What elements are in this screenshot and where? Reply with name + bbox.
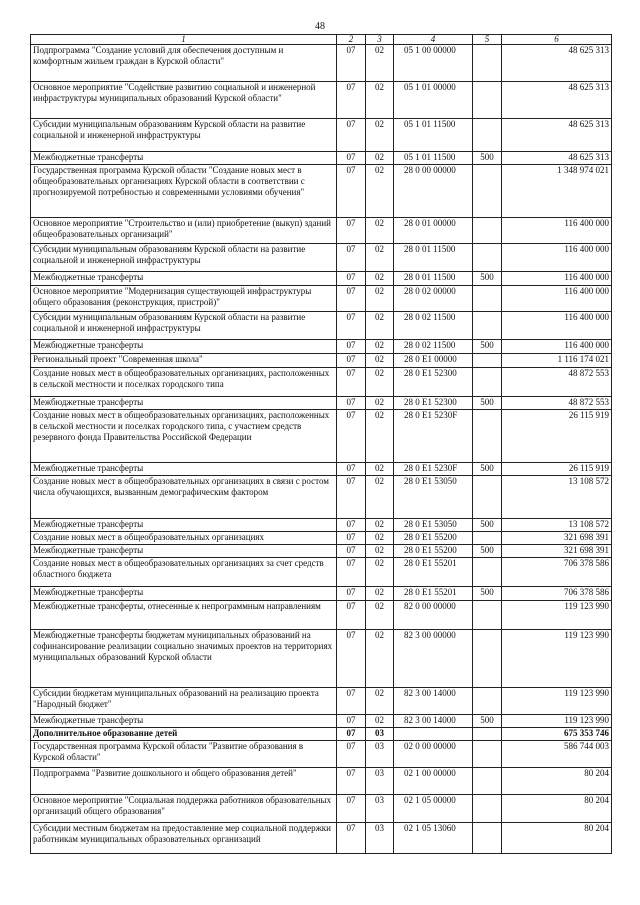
- expense-type-cell: 500: [473, 545, 502, 558]
- row-name-cell: Субсидии бюджетам муниципальных образований на реализацию проекта "Народный бюджет": [31, 688, 337, 715]
- table-row: [31, 476, 612, 519]
- table-row: [31, 152, 612, 165]
- table-row: [31, 587, 612, 601]
- row-name-cell: Государственная программа Курской области "Создание новых мест в общеобразовательных организациях Курской области в соответствии с прогнозируемой потребностью и современными условиями обучения": [31, 165, 337, 218]
- target-article-cell: 02 1 05 00000: [394, 795, 473, 823]
- target-article-cell: [394, 728, 473, 741]
- table-row: [31, 741, 612, 768]
- column-number: 5: [473, 35, 502, 45]
- section-code-cell: 07: [337, 795, 366, 823]
- subsection-code-cell: 02: [366, 476, 394, 519]
- section-code-cell: 07: [337, 286, 366, 312]
- target-article-cell: 28 0 E1 53050: [394, 476, 473, 519]
- amount-cell: 48 872 553: [502, 397, 612, 410]
- row-name-cell: Создание новых мест в общеобразовательных организациях в связи с ростом числа обучающихся, вызванным демографическим фактором: [31, 476, 337, 519]
- section-code-cell: 07: [337, 244, 366, 272]
- section-code-cell: 07: [337, 368, 366, 397]
- amount-cell: 706 378 586: [502, 587, 612, 601]
- amount-cell: 116 400 000: [502, 244, 612, 272]
- amount-cell: 675 353 746: [502, 728, 612, 741]
- table-row: [31, 82, 612, 119]
- table-row: [31, 312, 612, 340]
- row-name-cell: Межбюджетные трансферты: [31, 587, 337, 601]
- row-name-cell: Региональный проект "Современная школа": [31, 354, 337, 368]
- section-code-cell: 07: [337, 397, 366, 410]
- amount-cell: 80 204: [502, 768, 612, 795]
- subsection-code-cell: 02: [366, 286, 394, 312]
- budget-table: [30, 34, 612, 854]
- expense-type-cell: [473, 823, 502, 854]
- amount-cell: 321 698 391: [502, 532, 612, 545]
- subsection-code-cell: 02: [366, 601, 394, 630]
- amount-cell: 321 698 391: [502, 545, 612, 558]
- target-article-cell: 28 0 E1 5230F: [394, 410, 473, 463]
- subsection-code-cell: 03: [366, 741, 394, 768]
- row-name-cell: Основное мероприятие "Модернизация существующей инфраструктуры общего образования (реконструкция, пристрой)": [31, 286, 337, 312]
- expense-type-cell: [473, 728, 502, 741]
- expense-type-cell: [473, 795, 502, 823]
- subsection-code-cell: 02: [366, 545, 394, 558]
- row-name-cell: Межбюджетные трансферты, отнесенные к непрограммным направлениям: [31, 601, 337, 630]
- subsection-code-cell: 02: [366, 244, 394, 272]
- amount-cell: 48 625 313: [502, 119, 612, 152]
- amount-cell: 119 123 990: [502, 688, 612, 715]
- row-name-cell: Основное мероприятие "Строительство и (или) приобретение (выкуп) зданий общеобразовательных организаций": [31, 218, 337, 244]
- amount-cell: 48 625 313: [502, 45, 612, 82]
- amount-cell: 586 744 003: [502, 741, 612, 768]
- amount-cell: 80 204: [502, 795, 612, 823]
- table-row: [31, 272, 612, 286]
- expense-type-cell: [473, 476, 502, 519]
- target-article-cell: 02 1 05 13060: [394, 823, 473, 854]
- target-article-cell: 82 0 00 00000: [394, 601, 473, 630]
- table-row: [31, 688, 612, 715]
- expense-type-cell: [473, 165, 502, 218]
- section-code-cell: 07: [337, 476, 366, 519]
- section-code-cell: 07: [337, 823, 366, 854]
- row-name-cell: Межбюджетные трансферты: [31, 397, 337, 410]
- subsection-code-cell: 02: [366, 45, 394, 82]
- target-article-cell: 28 0 01 11500: [394, 272, 473, 286]
- row-name-cell: Межбюджетные трансферты: [31, 545, 337, 558]
- amount-cell: 48 625 313: [502, 82, 612, 119]
- row-name-cell: Субсидии муниципальным образованиям Курской области на развитие социальной и инженерной инфраструктуры: [31, 244, 337, 272]
- row-name-cell: Создание новых мест в общеобразовательных организациях: [31, 532, 337, 545]
- expense-type-cell: [473, 601, 502, 630]
- amount-cell: 119 123 990: [502, 715, 612, 728]
- subsection-code-cell: 02: [366, 340, 394, 354]
- section-code-cell: 07: [337, 152, 366, 165]
- target-article-cell: 82 3 00 00000: [394, 630, 473, 688]
- amount-cell: 48 625 313: [502, 152, 612, 165]
- row-name-cell: Основное мероприятие "Социальная поддержка работников образовательных организаций общего образования": [31, 795, 337, 823]
- table-row: [31, 244, 612, 272]
- subsection-code-cell: 02: [366, 715, 394, 728]
- row-name-cell: Межбюджетные трансферты бюджетам муниципальных образований на софинансирование реализации социально значимых проектов на территориях муниципальных образований Курской области: [31, 630, 337, 688]
- expense-type-cell: 500: [473, 152, 502, 165]
- section-code-cell: 07: [337, 354, 366, 368]
- table-row: [31, 558, 612, 587]
- subsection-code-cell: 02: [366, 218, 394, 244]
- row-name-cell: Создание новых мест в общеобразовательных организациях за счет средств областного бюджета: [31, 558, 337, 587]
- expense-type-cell: [473, 218, 502, 244]
- subsection-code-cell: 02: [366, 354, 394, 368]
- row-name-cell: Субсидии муниципальным образованиям Курской области на развитие социальной и инженерной инфраструктуры: [31, 312, 337, 340]
- target-article-cell: 28 0 02 11500: [394, 312, 473, 340]
- amount-cell: 1 348 974 021: [502, 165, 612, 218]
- row-name-cell: Подпрограмма "Создание условий для обеспечения доступным и комфортным жильем граждан в Курской области": [31, 45, 337, 82]
- table-row: [31, 45, 612, 82]
- page-number: 48: [315, 21, 325, 32]
- expense-type-cell: 500: [473, 340, 502, 354]
- subsection-code-cell: 02: [366, 119, 394, 152]
- section-code-cell: 07: [337, 741, 366, 768]
- target-article-cell: 05 1 00 00000: [394, 45, 473, 82]
- column-number: 6: [502, 35, 612, 45]
- row-name-cell: Межбюджетные трансферты: [31, 272, 337, 286]
- row-name-cell: Государственная программа Курской области "Развитие образования в Курской области": [31, 741, 337, 768]
- target-article-cell: 28 0 E1 55200: [394, 532, 473, 545]
- amount-cell: 116 400 000: [502, 286, 612, 312]
- target-article-cell: 28 0 E1 5230F: [394, 463, 473, 476]
- table-row: [31, 823, 612, 854]
- table-row: [31, 286, 612, 312]
- row-name-cell: Межбюджетные трансферты: [31, 463, 337, 476]
- amount-cell: 80 204: [502, 823, 612, 854]
- expense-type-cell: [473, 45, 502, 82]
- expense-type-cell: [473, 410, 502, 463]
- table-row: [31, 728, 612, 741]
- row-name-cell: Межбюджетные трансферты: [31, 519, 337, 532]
- target-article-cell: 28 0 02 11500: [394, 340, 473, 354]
- table-row: [31, 119, 612, 152]
- amount-cell: 26 115 919: [502, 410, 612, 463]
- amount-cell: 116 400 000: [502, 218, 612, 244]
- target-article-cell: 28 0 01 00000: [394, 218, 473, 244]
- target-article-cell: 28 0 02 00000: [394, 286, 473, 312]
- section-code-cell: 07: [337, 119, 366, 152]
- target-article-cell: 82 3 00 14000: [394, 688, 473, 715]
- column-number: 4: [394, 35, 473, 45]
- expense-type-cell: [473, 368, 502, 397]
- expense-type-cell: [473, 630, 502, 688]
- amount-cell: 119 123 990: [502, 601, 612, 630]
- subsection-code-cell: 02: [366, 152, 394, 165]
- row-name-cell: Субсидии муниципальным образованиям Курской области на развитие социальной и инженерной инфраструктуры: [31, 119, 337, 152]
- target-article-cell: 28 0 E1 52300: [394, 397, 473, 410]
- row-name-cell: Субсидии местным бюджетам на предоставление мер социальной поддержки работникам муниципальных образовательных организаций: [31, 823, 337, 854]
- expense-type-cell: 500: [473, 587, 502, 601]
- subsection-code-cell: 02: [366, 165, 394, 218]
- section-code-cell: 07: [337, 630, 366, 688]
- table-row: [31, 795, 612, 823]
- table-row: [31, 368, 612, 397]
- expense-type-cell: 500: [473, 272, 502, 286]
- table-row: [31, 715, 612, 728]
- row-name-cell: Подпрограмма "Развитие дошкольного и общего образования детей": [31, 768, 337, 795]
- expense-type-cell: [473, 741, 502, 768]
- section-code-cell: 07: [337, 532, 366, 545]
- subsection-code-cell: 02: [366, 688, 394, 715]
- section-code-cell: 07: [337, 410, 366, 463]
- target-article-cell: 28 0 E1 55200: [394, 545, 473, 558]
- table-row: [31, 545, 612, 558]
- subsection-code-cell: 02: [366, 272, 394, 286]
- subsection-code-cell: 02: [366, 410, 394, 463]
- target-article-cell: 02 0 00 00000: [394, 741, 473, 768]
- section-code-cell: 07: [337, 545, 366, 558]
- row-name-cell: Межбюджетные трансферты: [31, 152, 337, 165]
- amount-cell: 48 872 553: [502, 368, 612, 397]
- subsection-code-cell: 03: [366, 728, 394, 741]
- row-name-cell: Дополнительное образование детей: [31, 728, 337, 741]
- subsection-code-cell: 02: [366, 312, 394, 340]
- table-row: [31, 519, 612, 532]
- target-article-cell: 28 0 00 00000: [394, 165, 473, 218]
- amount-cell: 26 115 919: [502, 463, 612, 476]
- target-article-cell: 28 0 E1 53050: [394, 519, 473, 532]
- expense-type-cell: [473, 82, 502, 119]
- section-code-cell: 07: [337, 688, 366, 715]
- expense-type-cell: 500: [473, 463, 502, 476]
- table-row: [31, 218, 612, 244]
- section-code-cell: 07: [337, 558, 366, 587]
- table-row: [31, 463, 612, 476]
- table-row: [31, 397, 612, 410]
- expense-type-cell: 500: [473, 397, 502, 410]
- expense-type-cell: 500: [473, 715, 502, 728]
- subsection-code-cell: 03: [366, 823, 394, 854]
- section-code-cell: 07: [337, 728, 366, 741]
- section-code-cell: 07: [337, 715, 366, 728]
- expense-type-cell: [473, 244, 502, 272]
- section-code-cell: 07: [337, 768, 366, 795]
- expense-type-cell: [473, 688, 502, 715]
- expense-type-cell: [473, 312, 502, 340]
- subsection-code-cell: 03: [366, 795, 394, 823]
- section-code-cell: 07: [337, 587, 366, 601]
- target-article-cell: 05 1 01 11500: [394, 119, 473, 152]
- section-code-cell: 07: [337, 601, 366, 630]
- amount-cell: 119 123 990: [502, 630, 612, 688]
- section-code-cell: 07: [337, 45, 366, 82]
- row-name-cell: Межбюджетные трансферты: [31, 715, 337, 728]
- amount-cell: 13 108 572: [502, 476, 612, 519]
- amount-cell: 1 116 174 021: [502, 354, 612, 368]
- target-article-cell: 02 1 00 00000: [394, 768, 473, 795]
- subsection-code-cell: 02: [366, 463, 394, 476]
- column-number-row: [31, 35, 612, 45]
- expense-type-cell: [473, 532, 502, 545]
- amount-cell: 116 400 000: [502, 272, 612, 286]
- section-code-cell: 07: [337, 272, 366, 286]
- column-number: 2: [337, 35, 366, 45]
- subsection-code-cell: 02: [366, 368, 394, 397]
- target-article-cell: 05 1 01 11500: [394, 152, 473, 165]
- target-article-cell: 28 0 E1 55201: [394, 587, 473, 601]
- subsection-code-cell: 03: [366, 768, 394, 795]
- subsection-code-cell: 02: [366, 82, 394, 119]
- table-row: [31, 601, 612, 630]
- subsection-code-cell: 02: [366, 397, 394, 410]
- amount-cell: 13 108 572: [502, 519, 612, 532]
- subsection-code-cell: 02: [366, 587, 394, 601]
- expense-type-cell: 500: [473, 519, 502, 532]
- column-number: 3: [366, 35, 394, 45]
- target-article-cell: 28 0 E1 55201: [394, 558, 473, 587]
- amount-cell: 116 400 000: [502, 340, 612, 354]
- column-number: 1: [31, 35, 337, 45]
- target-article-cell: 82 3 00 14000: [394, 715, 473, 728]
- table-row: [31, 354, 612, 368]
- row-name-cell: Создание новых мест в общеобразовательных организациях, расположенных в сельской местности и поселках городского типа, с участием средств резервного фонда Правительства Российской Федерации: [31, 410, 337, 463]
- expense-type-cell: [473, 286, 502, 312]
- section-code-cell: 07: [337, 218, 366, 244]
- table-row: [31, 165, 612, 218]
- table-row: [31, 532, 612, 545]
- row-name-cell: Межбюджетные трансферты: [31, 340, 337, 354]
- target-article-cell: 28 0 01 11500: [394, 244, 473, 272]
- subsection-code-cell: 02: [366, 519, 394, 532]
- section-code-cell: 07: [337, 165, 366, 218]
- amount-cell: 116 400 000: [502, 312, 612, 340]
- row-name-cell: Создание новых мест в общеобразовательных организациях, расположенных в сельской местности и поселках городского типа: [31, 368, 337, 397]
- table-row: [31, 410, 612, 463]
- subsection-code-cell: 02: [366, 558, 394, 587]
- target-article-cell: 05 1 01 00000: [394, 82, 473, 119]
- expense-type-cell: [473, 768, 502, 795]
- section-code-cell: 07: [337, 82, 366, 119]
- section-code-cell: 07: [337, 312, 366, 340]
- table-row: [31, 340, 612, 354]
- table-row: [31, 768, 612, 795]
- row-name-cell: Основное мероприятие "Содействие развитию социальной и инженерной инфраструктуры муниципальных образований Курской области": [31, 82, 337, 119]
- target-article-cell: 28 0 E1 00000: [394, 354, 473, 368]
- subsection-code-cell: 02: [366, 532, 394, 545]
- target-article-cell: 28 0 E1 52300: [394, 368, 473, 397]
- expense-type-cell: [473, 354, 502, 368]
- section-code-cell: 07: [337, 463, 366, 476]
- amount-cell: 706 378 586: [502, 558, 612, 587]
- section-code-cell: 07: [337, 340, 366, 354]
- expense-type-cell: [473, 558, 502, 587]
- subsection-code-cell: 02: [366, 630, 394, 688]
- table-row: [31, 630, 612, 688]
- expense-type-cell: [473, 119, 502, 152]
- section-code-cell: 07: [337, 519, 366, 532]
